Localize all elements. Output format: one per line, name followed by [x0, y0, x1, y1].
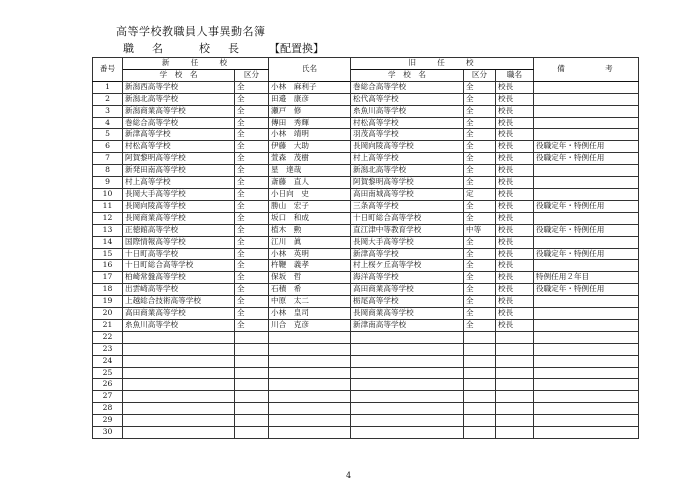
old-school-cell: [351, 403, 464, 415]
old-division-cell: 全: [464, 141, 496, 153]
new-division-cell: 全: [235, 165, 269, 177]
row-number: 22: [93, 331, 123, 343]
new-school-cell: 十日町高等学校: [123, 248, 235, 260]
row-number: 1: [93, 81, 123, 93]
header-number: 番号: [93, 58, 123, 82]
old-division-cell: [464, 367, 496, 379]
name-cell: [269, 403, 351, 415]
remark-cell: [534, 308, 639, 320]
new-division-cell: 全: [235, 248, 269, 260]
job-title-cell: [496, 427, 534, 439]
name-cell: [269, 343, 351, 355]
table-row: [93, 236, 639, 248]
table-row: [93, 224, 639, 236]
table-row: [93, 153, 639, 165]
category-tag: 【配置換】: [269, 42, 324, 55]
job-title-cell: [496, 331, 534, 343]
remark-cell: [534, 105, 639, 117]
new-school-cell: [123, 367, 235, 379]
old-division-cell: [464, 403, 496, 415]
old-school-cell: 巻総合高等学校: [351, 81, 464, 93]
new-division-cell: [235, 391, 269, 403]
remark-cell: [534, 403, 639, 415]
name-cell: [269, 427, 351, 439]
page-number: 4: [346, 471, 352, 480]
row-number: 6: [93, 141, 123, 153]
new-school-cell: 新津高等学校: [123, 129, 235, 141]
table-row: [93, 200, 639, 212]
old-division-cell: 全: [464, 153, 496, 165]
job-title-cell: 校長: [496, 105, 534, 117]
new-division-cell: 全: [235, 105, 269, 117]
name-cell: 川合 克彦: [269, 319, 351, 331]
position-label-3: 校: [199, 42, 210, 55]
row-number: 13: [93, 224, 123, 236]
header-new-school-group: 新 任 校: [123, 58, 269, 70]
name-cell: [269, 331, 351, 343]
row-number: 29: [93, 415, 123, 427]
new-school-cell: 柏崎常盤高等学校: [123, 272, 235, 284]
table-row: [93, 379, 639, 391]
name-cell: 斎藤 直人: [269, 177, 351, 189]
new-division-cell: [235, 367, 269, 379]
table-row: [93, 81, 639, 93]
name-cell: [269, 415, 351, 427]
name-cell: 小林 英明: [269, 248, 351, 260]
name-cell: 勝山 宏子: [269, 200, 351, 212]
new-school-cell: 十日町総合高等学校: [123, 260, 235, 272]
remark-cell: [534, 427, 639, 439]
table-row: [93, 105, 639, 117]
name-cell: 小林 麻利子: [269, 81, 351, 93]
new-school-cell: 糸魚川高等学校: [123, 319, 235, 331]
header-remarks: 備 考: [534, 58, 639, 82]
remark-cell: [534, 117, 639, 129]
row-number: 4: [93, 117, 123, 129]
row-number: 12: [93, 212, 123, 224]
job-title-cell: 校長: [496, 296, 534, 308]
remark-cell: [534, 236, 639, 248]
old-school-cell: 新津南高等学校: [351, 319, 464, 331]
new-school-cell: 上越総合技術高等学校: [123, 296, 235, 308]
name-cell: [269, 355, 351, 367]
table-row: [93, 129, 639, 141]
position-label-4: 長: [228, 42, 239, 55]
job-title-cell: 校長: [496, 81, 534, 93]
name-cell: 江川 眞: [269, 236, 351, 248]
new-division-cell: 全: [235, 296, 269, 308]
old-school-cell: 直江津中等教育学校: [351, 224, 464, 236]
row-number: 8: [93, 165, 123, 177]
old-division-cell: 全: [464, 212, 496, 224]
job-title-cell: 校長: [496, 272, 534, 284]
name-cell: [269, 367, 351, 379]
table-row: [93, 308, 639, 320]
row-number: 30: [93, 427, 123, 439]
old-division-cell: 全: [464, 308, 496, 320]
remark-cell: [534, 367, 639, 379]
new-division-cell: [235, 343, 269, 355]
job-title-cell: 校長: [496, 248, 534, 260]
remark-cell: [534, 93, 639, 105]
table-row: [93, 165, 639, 177]
old-division-cell: 全: [464, 105, 496, 117]
row-number: 14: [93, 236, 123, 248]
old-school-cell: [351, 391, 464, 403]
old-school-cell: 新津高等学校: [351, 248, 464, 260]
new-division-cell: [235, 403, 269, 415]
table-row: [93, 331, 639, 343]
old-school-cell: 三条高等学校: [351, 200, 464, 212]
new-school-cell: [123, 379, 235, 391]
position-label-1: 職: [123, 42, 134, 55]
job-title-cell: 校長: [496, 153, 534, 165]
new-division-cell: [235, 415, 269, 427]
header-name: 氏名: [269, 58, 351, 82]
new-division-cell: 全: [235, 177, 269, 189]
row-number: 24: [93, 355, 123, 367]
remark-cell: [534, 177, 639, 189]
new-division-cell: 全: [235, 153, 269, 165]
name-cell: 小林 靖明: [269, 129, 351, 141]
old-school-cell: 長岡向陵高等学校: [351, 141, 464, 153]
old-division-cell: [464, 331, 496, 343]
row-number: 27: [93, 391, 123, 403]
table-row: [93, 260, 639, 272]
old-division-cell: [464, 415, 496, 427]
row-number: 20: [93, 308, 123, 320]
row-number: 15: [93, 248, 123, 260]
new-school-cell: 新潟北高等学校: [123, 93, 235, 105]
name-cell: 星 達哉: [269, 165, 351, 177]
table-row: [93, 177, 639, 189]
old-school-cell: 海洋高等学校: [351, 272, 464, 284]
new-division-cell: 全: [235, 212, 269, 224]
new-division-cell: [235, 355, 269, 367]
header-new-division: 区分: [235, 69, 269, 81]
new-division-cell: 全: [235, 93, 269, 105]
job-title-cell: 校長: [496, 141, 534, 153]
job-title-cell: 校長: [496, 212, 534, 224]
remark-cell: 役職定年・特例任用: [534, 224, 639, 236]
old-school-cell: 村上高等学校: [351, 153, 464, 165]
old-division-cell: 全: [464, 117, 496, 129]
header-new-school-name: 学 校 名: [123, 69, 235, 81]
remark-cell: 役職定年・特例任用: [534, 141, 639, 153]
new-school-cell: [123, 355, 235, 367]
new-school-cell: [123, 415, 235, 427]
remark-cell: [534, 343, 639, 355]
job-title-cell: 校長: [496, 165, 534, 177]
row-number: 3: [93, 105, 123, 117]
new-division-cell: [235, 331, 269, 343]
name-cell: 坂口 和成: [269, 212, 351, 224]
remark-cell: 特例任用２年目: [534, 272, 639, 284]
name-cell: 杵鞭 義孝: [269, 260, 351, 272]
table-row: [93, 427, 639, 439]
old-school-cell: [351, 415, 464, 427]
new-division-cell: 全: [235, 308, 269, 320]
new-division-cell: 全: [235, 141, 269, 153]
row-number: 23: [93, 343, 123, 355]
remark-cell: 役職定年・特例任用: [534, 200, 639, 212]
job-title-cell: 校長: [496, 236, 534, 248]
job-title-cell: 校長: [496, 188, 534, 200]
old-division-cell: 中等: [464, 224, 496, 236]
new-division-cell: 全: [235, 117, 269, 129]
old-school-cell: 羽茂高等学校: [351, 129, 464, 141]
job-title-cell: [496, 343, 534, 355]
old-school-cell: 村松高等学校: [351, 117, 464, 129]
remark-cell: [534, 188, 639, 200]
name-cell: 伊藤 大助: [269, 141, 351, 153]
remark-cell: [534, 415, 639, 427]
old-division-cell: 全: [464, 260, 496, 272]
job-title-cell: [496, 415, 534, 427]
new-division-cell: 全: [235, 224, 269, 236]
job-title-cell: [496, 355, 534, 367]
remark-cell: 役職定年・特例任用: [534, 248, 639, 260]
job-title-cell: 校長: [496, 319, 534, 331]
old-division-cell: 全: [464, 200, 496, 212]
remark-cell: [534, 355, 639, 367]
job-title-cell: 校長: [496, 117, 534, 129]
remark-cell: [534, 81, 639, 93]
old-school-cell: 高田南城高等学校: [351, 188, 464, 200]
old-school-cell: [351, 379, 464, 391]
table-row: [93, 272, 639, 284]
name-cell: [269, 391, 351, 403]
old-school-cell: 松代高等学校: [351, 93, 464, 105]
old-division-cell: [464, 391, 496, 403]
old-division-cell: 全: [464, 248, 496, 260]
remark-cell: [534, 212, 639, 224]
position-label-2: 名: [152, 42, 163, 55]
row-number: 18: [93, 284, 123, 296]
row-number: 19: [93, 296, 123, 308]
new-school-cell: 長岡向陵高等学校: [123, 200, 235, 212]
row-number: 10: [93, 188, 123, 200]
old-division-cell: 全: [464, 165, 496, 177]
table-row: [93, 355, 639, 367]
old-division-cell: 全: [464, 93, 496, 105]
name-cell: 傳田 秀輝: [269, 117, 351, 129]
table-row: [93, 188, 639, 200]
new-school-cell: [123, 427, 235, 439]
table-row: [93, 284, 639, 296]
new-school-cell: [123, 343, 235, 355]
new-school-cell: 新発田南高等学校: [123, 165, 235, 177]
row-number: 7: [93, 153, 123, 165]
old-school-cell: 糸魚川高等学校: [351, 105, 464, 117]
old-division-cell: 全: [464, 81, 496, 93]
row-number: 28: [93, 403, 123, 415]
personnel-table: [92, 57, 639, 439]
old-division-cell: 全: [464, 272, 496, 284]
table-row: [93, 248, 639, 260]
row-number: 25: [93, 367, 123, 379]
old-division-cell: [464, 355, 496, 367]
job-title-cell: 校長: [496, 93, 534, 105]
new-school-cell: 巻総合高等学校: [123, 117, 235, 129]
old-school-cell: [351, 355, 464, 367]
old-division-cell: [464, 343, 496, 355]
new-school-cell: [123, 331, 235, 343]
name-cell: 小林 皇司: [269, 308, 351, 320]
document-title: 高等学校教職員人事異動名簿: [116, 25, 266, 38]
new-division-cell: 全: [235, 319, 269, 331]
remark-cell: [534, 129, 639, 141]
new-division-cell: 全: [235, 129, 269, 141]
job-title-cell: 校長: [496, 200, 534, 212]
new-school-cell: 新潟西高等学校: [123, 81, 235, 93]
remark-cell: [534, 331, 639, 343]
table-row: [93, 403, 639, 415]
new-division-cell: 全: [235, 272, 269, 284]
old-division-cell: 定: [464, 188, 496, 200]
old-division-cell: [464, 379, 496, 391]
remark-cell: [534, 379, 639, 391]
job-title-cell: 校長: [496, 308, 534, 320]
new-division-cell: 全: [235, 81, 269, 93]
new-school-cell: 阿賀黎明高等学校: [123, 153, 235, 165]
new-school-cell: [123, 403, 235, 415]
table-row: [93, 141, 639, 153]
header-old-school-name: 学 校 名: [351, 69, 464, 81]
name-cell: 植木 勲: [269, 224, 351, 236]
new-school-cell: [123, 391, 235, 403]
job-title-cell: 校長: [496, 224, 534, 236]
remark-cell: 役職定年・特例任用: [534, 284, 639, 296]
new-school-cell: 出雲崎高等学校: [123, 284, 235, 296]
old-school-cell: 栃尾高等学校: [351, 296, 464, 308]
new-school-cell: 国際情報高等学校: [123, 236, 235, 248]
row-number: 17: [93, 272, 123, 284]
name-cell: 保坂 哲: [269, 272, 351, 284]
new-school-cell: 村上高等学校: [123, 177, 235, 189]
header-old-division: 区分: [464, 69, 496, 81]
new-division-cell: 全: [235, 236, 269, 248]
row-number: 21: [93, 319, 123, 331]
old-school-cell: 長岡大手高等学校: [351, 236, 464, 248]
new-school-cell: 正徳館高等学校: [123, 224, 235, 236]
job-title-cell: 校長: [496, 177, 534, 189]
row-number: 11: [93, 200, 123, 212]
table-row: [93, 343, 639, 355]
new-division-cell: 全: [235, 188, 269, 200]
job-title-cell: [496, 367, 534, 379]
new-school-cell: 長岡商業高等学校: [123, 212, 235, 224]
new-division-cell: [235, 427, 269, 439]
position-line: [123, 40, 324, 56]
old-division-cell: 全: [464, 177, 496, 189]
row-number: 16: [93, 260, 123, 272]
job-title-cell: 校長: [496, 284, 534, 296]
name-cell: 田邉 康彦: [269, 93, 351, 105]
old-school-cell: 阿賀黎明高等学校: [351, 177, 464, 189]
new-school-cell: 長岡大手高等学校: [123, 188, 235, 200]
name-cell: 石積 希: [269, 284, 351, 296]
row-number: 9: [93, 177, 123, 189]
remark-cell: [534, 296, 639, 308]
row-number: 2: [93, 93, 123, 105]
job-title-cell: [496, 379, 534, 391]
name-cell: 中原 太二: [269, 296, 351, 308]
header-old-school-group: 旧 任 校: [351, 58, 534, 70]
remark-cell: [534, 319, 639, 331]
old-division-cell: 全: [464, 236, 496, 248]
new-division-cell: 全: [235, 284, 269, 296]
table-row: [93, 391, 639, 403]
name-cell: 瀬戸 修: [269, 105, 351, 117]
new-school-cell: 高田商業高等学校: [123, 308, 235, 320]
table-row: [93, 212, 639, 224]
new-school-cell: 新潟商業高等学校: [123, 105, 235, 117]
remark-cell: [534, 165, 639, 177]
name-cell: [269, 379, 351, 391]
old-school-cell: 十日町総合高等学校: [351, 212, 464, 224]
job-title-cell: [496, 391, 534, 403]
remark-cell: [534, 260, 639, 272]
new-division-cell: [235, 379, 269, 391]
old-division-cell: 全: [464, 129, 496, 141]
table-row: [93, 367, 639, 379]
row-number: 5: [93, 129, 123, 141]
old-school-cell: [351, 343, 464, 355]
table-row: [93, 319, 639, 331]
table-row: [93, 117, 639, 129]
old-school-cell: 新潟北高等学校: [351, 165, 464, 177]
old-division-cell: 全: [464, 284, 496, 296]
remark-cell: 役職定年・特例任用: [534, 153, 639, 165]
table-row: [93, 296, 639, 308]
new-division-cell: 全: [235, 200, 269, 212]
old-division-cell: 全: [464, 296, 496, 308]
job-title-cell: 校長: [496, 260, 534, 272]
new-division-cell: 全: [235, 260, 269, 272]
old-school-cell: [351, 427, 464, 439]
job-title-cell: 校長: [496, 129, 534, 141]
header-job-title: 職名: [496, 69, 534, 81]
job-title-cell: [496, 403, 534, 415]
new-school-cell: 村松高等学校: [123, 141, 235, 153]
old-division-cell: [464, 427, 496, 439]
old-school-cell: [351, 367, 464, 379]
table-row: [93, 93, 639, 105]
row-number: 26: [93, 379, 123, 391]
old-school-cell: [351, 331, 464, 343]
old-division-cell: 全: [464, 319, 496, 331]
remark-cell: [534, 391, 639, 403]
old-school-cell: 村上桜ケ丘高等学校: [351, 260, 464, 272]
old-school-cell: 高田商業高等学校: [351, 284, 464, 296]
old-school-cell: 長岡商業高等学校: [351, 308, 464, 320]
name-cell: 小日向 史: [269, 188, 351, 200]
name-cell: 萱森 茂樹: [269, 153, 351, 165]
table-row: [93, 415, 639, 427]
